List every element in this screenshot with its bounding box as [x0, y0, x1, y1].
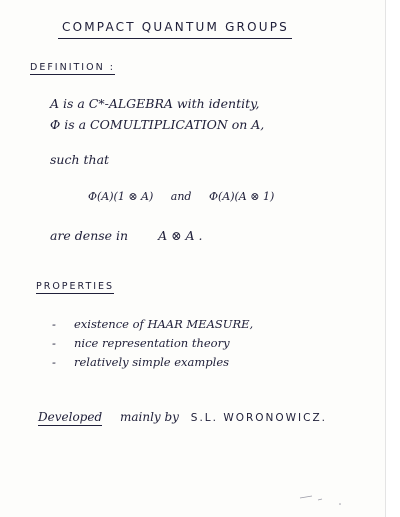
properties-heading: PROPERTIES — [36, 281, 115, 292]
developed-label: Developed — [38, 410, 103, 424]
smudge-mark — [339, 503, 341, 505]
mainly-by-text: mainly by — [119, 410, 179, 424]
list-item: - nice representation theory — [52, 336, 230, 350]
are-dense-text: are dense in — [50, 228, 129, 243]
smudge-mark — [318, 499, 322, 500]
conjunction-and: and — [170, 190, 192, 203]
property-text: existence of HAAR MEASURE, — [74, 317, 254, 331]
author-name: S.L. WORONOWICZ. — [190, 412, 327, 424]
expression-right: Φ(A)(A ⊗ 1) — [208, 190, 275, 203]
definition-heading: DEFINITION : — [30, 62, 115, 73]
definition-line-algebra: A is a C*-ALGEBRA with identity, — [50, 96, 260, 111]
list-item: - existence of HAAR MEASURE, — [52, 317, 254, 331]
smudge-mark — [300, 496, 312, 498]
such-that-text: such that — [50, 152, 110, 167]
expression-left: Φ(A)(1 ⊗ A) — [88, 190, 154, 203]
list-item: - relatively simple examples — [52, 355, 230, 369]
tensor-product: A ⊗ A . — [158, 228, 203, 243]
property-text: relatively simple examples — [74, 355, 230, 369]
definition-line-comultiplication: Φ is a COMULTIPLICATION on A, — [50, 117, 265, 132]
property-text: nice representation theory — [74, 336, 230, 350]
page-title: COMPACT QUANTUM GROUPS — [62, 20, 289, 34]
